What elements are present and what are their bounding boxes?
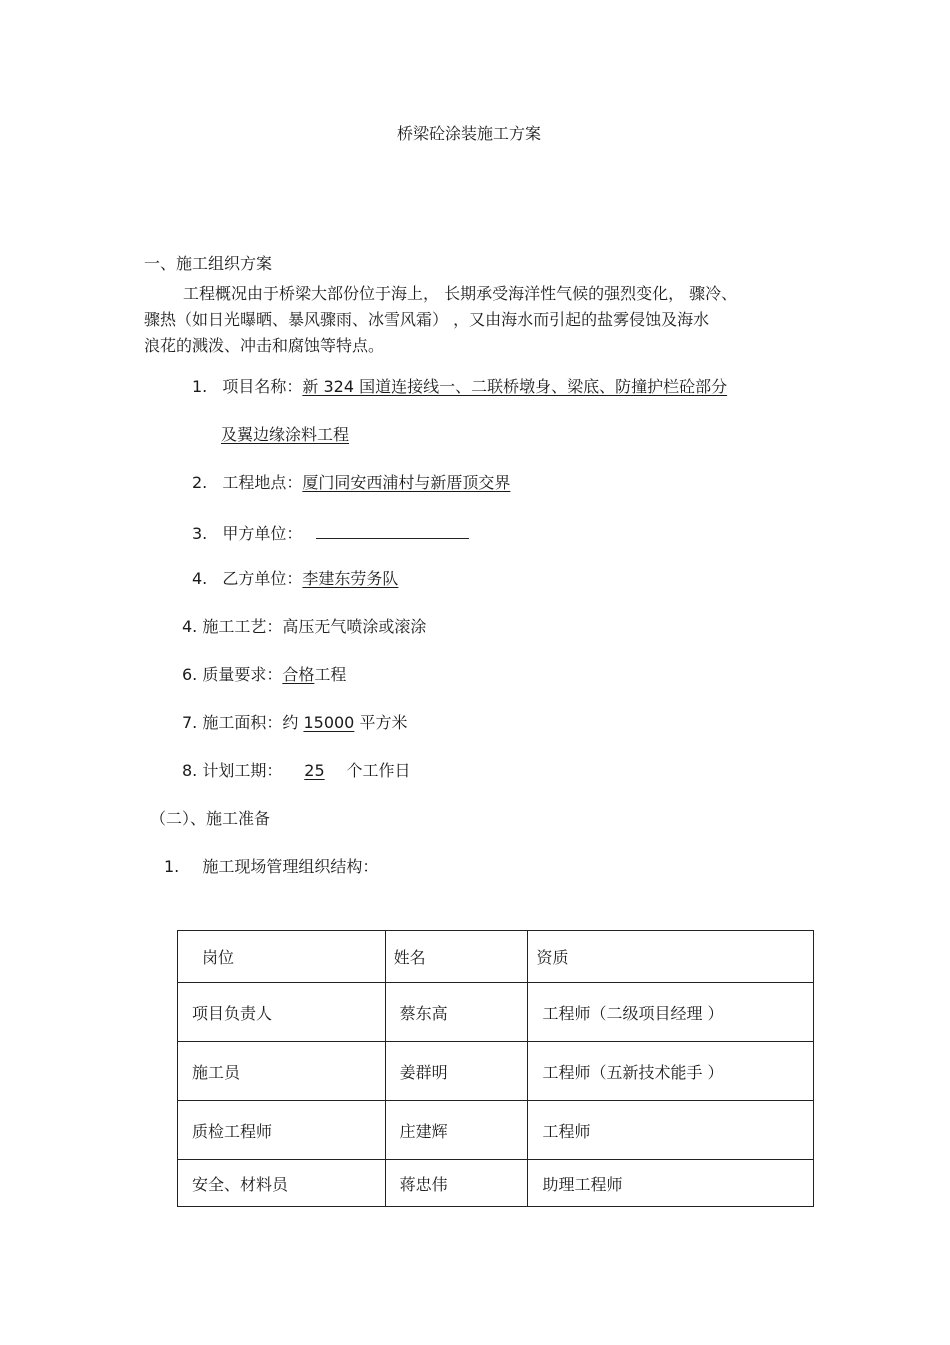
cell-qualification: 工程师（五新技术能手 ） (528, 1042, 814, 1101)
header-name: 姓名 (385, 931, 528, 983)
item-label: 乙方单位： (222, 569, 303, 588)
item-value-continued: 及翼边缘涂料工程 (221, 425, 350, 444)
cell-name: 姜群明 (385, 1042, 528, 1101)
item-value: 高压无气喷涂或滚涂 (282, 617, 427, 636)
intro-line-3: 浪花的溅泼、冲击和腐蚀等特点。 (144, 336, 385, 355)
table-header-row (178, 931, 814, 983)
subsection-text: 施工现场管理组织结构： (202, 857, 379, 876)
item-value: 合格 (282, 665, 315, 684)
cell-position: 项目负责人 (178, 983, 386, 1042)
section-heading-preparation: （二）、施工准备 (150, 809, 271, 828)
cell-qualification: 助理工程师 (528, 1160, 814, 1207)
table-row (178, 1160, 814, 1207)
subsection-number: 1. (164, 857, 180, 876)
item-suffix: 平方米 (354, 713, 408, 732)
item-label: 甲方单位： (222, 524, 303, 543)
list-item-area (182, 713, 407, 733)
table-row (178, 1042, 814, 1101)
list-item-location (192, 473, 554, 493)
item-value: 李建东劳务队 (302, 569, 399, 588)
item-value: 新 324 国道连接线一、二联桥墩身、梁底、防撞护栏砼部分 (302, 377, 728, 396)
subsection-org-structure (164, 857, 378, 877)
header-position: 岗位 (178, 931, 386, 983)
item-prefix: 8. 计划工期： (182, 761, 288, 780)
item-suffix: 个工作日 (341, 761, 411, 780)
item-value: 25 (304, 761, 325, 780)
cell-qualification: 工程师（二级项目经理 ） (528, 983, 814, 1042)
cell-position: 施工员 (178, 1042, 386, 1101)
cell-name: 蔡东高 (385, 983, 528, 1042)
item-prefix: 6. 质量要求： (182, 665, 283, 684)
item-value: 厦门同安西浦村与新厝顶交界 (302, 473, 511, 492)
item-value: 15000 (303, 713, 355, 732)
cell-name: 庄建辉 (385, 1101, 528, 1160)
list-item-party-b (192, 569, 458, 589)
item-prefix: 7. 施工面积：约 (182, 713, 304, 732)
cell-name: 蒋忠伟 (385, 1160, 528, 1207)
table-row (178, 983, 814, 1042)
item-label: 项目名称： (222, 377, 303, 396)
list-item-party-a (192, 521, 469, 544)
header-qualification: 资质 (528, 931, 814, 983)
cell-qualification: 工程师 (528, 1101, 814, 1160)
intro-line-1: 工程概况由于桥梁大部份位于海上， 长期承受海洋性气候的强烈变化， 骤冷、 (183, 284, 738, 303)
item-number: 2. (192, 473, 208, 492)
item-number: 3. (192, 524, 208, 543)
intro-line-2: 骤热（如日光曝晒、暴风骤雨、冰雪风霜） ，又由海水而引起的盐雾侵蚀及海水 (144, 310, 710, 329)
item-suffix: 工程 (314, 665, 347, 684)
list-item-quality (182, 665, 346, 685)
section-heading-organization: 一、施工组织方案 (144, 254, 273, 273)
list-item-project-name (192, 377, 796, 397)
list-item-duration (182, 761, 411, 781)
party-a-blank (316, 521, 469, 539)
cell-position: 质检工程师 (178, 1101, 386, 1160)
staff-table (177, 930, 814, 1207)
cell-position: 安全、材料员 (178, 1160, 386, 1207)
document-title: 桥梁砼涂装施工方案 (396, 124, 541, 143)
item-number: 4. (192, 569, 208, 588)
table-row (178, 1101, 814, 1160)
item-number: 1. (192, 377, 208, 396)
item-label: 工程地点： (222, 473, 303, 492)
list-item-process (182, 617, 426, 637)
item-prefix: 4. 施工工艺： (182, 617, 283, 636)
